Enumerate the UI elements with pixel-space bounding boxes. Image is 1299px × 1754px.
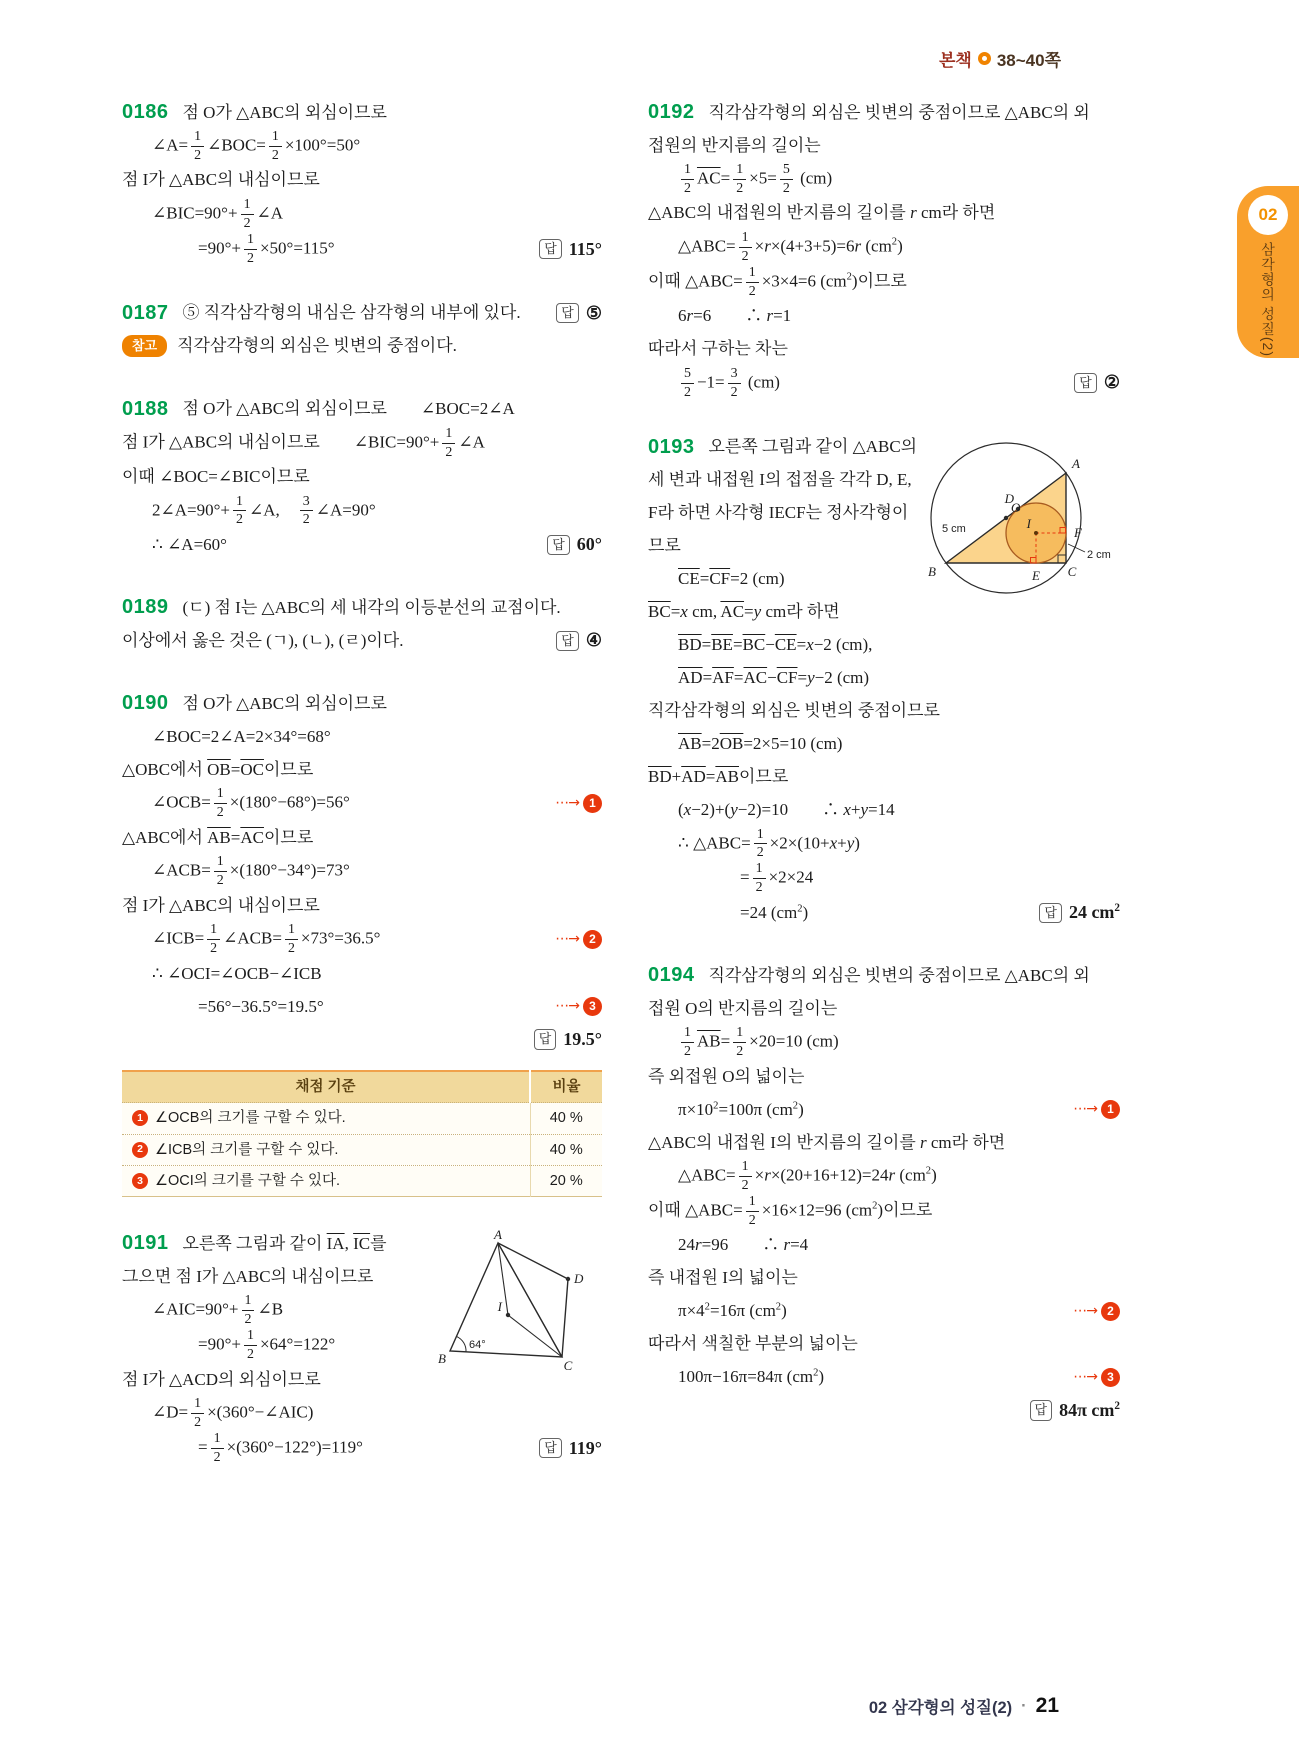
solution-line [122,297,602,330]
vertex-label-A: A [1072,455,1080,471]
solution-text: $\overline{BD}+\overline{AD}=\overline{AB}$이므로 [648,767,789,787]
point-label-I: I [497,1299,502,1315]
solution-text: △ABC의 내접원 I의 반지름의 길이를 r cm라 하면 [648,1132,1006,1152]
footer-page-number: 21 [1035,1694,1059,1717]
grading-ratio: 40 % [530,1103,602,1134]
solution-line [122,624,602,657]
point-I-dot [1034,531,1038,535]
solution-text: 100π−16π=84π $(cm^2)$ [678,1367,825,1387]
problem-0191 [122,1227,602,1466]
solution-line [648,695,1120,728]
solution-text: 이상에서 옳은 것은 (ㄱ), (ㄴ), (ㄹ)이다. [122,630,404,650]
solution-text: (x−2)+(y−2)=10 ∴ x+y=14 [678,800,895,820]
problem-number: 0192 [648,101,695,123]
solution-line [648,1295,1120,1328]
solution-text: 점 I가 △ABC의 내심이므로 [122,895,320,915]
answer-value: 19.5° [563,1028,602,1049]
solution-text: 그으면 점 I가 △ABC의 내심이므로 [122,1266,374,1286]
vertex-label-C: C [563,1358,573,1374]
solution-line [122,990,602,1023]
solution-line [648,333,1120,366]
reference-badge: 참고 [122,335,167,357]
solution-line [648,1394,1120,1427]
step-number-icon: 2 [132,1142,148,1158]
solution-line [122,922,602,957]
figure-problem-0191 [434,1229,602,1379]
solution-line [648,1328,1120,1361]
solution-line [648,300,1120,333]
answer-box-icon: 답 [547,535,570,555]
solution-line [648,1126,1120,1159]
dashed-arrow-icon: ⋯→ [1073,1302,1097,1319]
point-label-I: I [1026,515,1031,531]
book-dot-icon [978,52,991,65]
answer-value: ⑤ [585,302,602,323]
solution-text: 점 I가 △ABC의 내심이므로 ∠BIC=90°+ $\frac{1}{2}$ ∠A [122,425,485,460]
solution-line [122,232,602,267]
solution-text: = $\frac{1}{2}$ ×(360°−122°)=119° [198,1430,363,1465]
chapter-title-vertical: 삼각형의 성질(2) [1260,242,1276,357]
book-label: 본책 [938,51,972,70]
solution-line [648,1194,1120,1229]
solution-text: △ABC= $\frac{1}{2}$ ×r×(4+3+5)=6r $(cm^2)$ [678,229,903,264]
answer-value: 84π $cm^2$ [1059,1399,1120,1420]
solution-text: △ABC의 내접원의 반지름의 길이를 r cm라 하면 [648,203,996,223]
problem-0190 [122,687,602,1197]
problem-number: 0191 [122,1232,169,1255]
solution-line [648,366,1120,401]
point-O-dot [1004,515,1008,519]
solution-text: 이때 ∠BOC=∠BIC이므로 [122,467,310,487]
answer-box-icon: 답 [539,1438,562,1458]
solution-text: 직각삼각형의 외심은 빗변의 중점이므로 [648,701,940,721]
problem-number: 0190 [122,692,169,715]
solution-text: $\frac{5}{2}$ −1= $\frac{3}{2}$ (cm) [678,367,780,400]
problem-0189 [122,591,602,657]
footer-chapter-title: 02 삼각형의 성질(2) [868,1699,1013,1717]
solution-line [648,96,1120,129]
answer-value: 115° [568,238,602,259]
solution-line [648,992,1120,1025]
answer-box-icon: 답 [556,631,579,651]
solution-line [122,461,602,494]
solution-line [648,794,1120,827]
figure-slot [434,1229,602,1379]
solution-text: ∠A= $\frac{1}{2}$ ∠BOC= $\frac{1}{2}$ ×100°=50° [152,129,361,163]
grading-row [122,1103,602,1134]
solution-line [648,230,1120,265]
solution-line [122,821,602,854]
solution-line [122,1396,602,1431]
problem-number: 0189 [122,596,169,619]
solution-line [122,164,602,197]
solution-line [648,1229,1120,1262]
solution-text: 점 I가 △ACD의 외심이므로 [122,1369,321,1389]
step-number-icon: 1 [583,794,602,813]
solution-line [122,393,602,426]
page-header [939,46,1061,71]
right-column [648,96,1120,1457]
solution-line [122,720,602,753]
solution-line [648,162,1120,197]
answer-value: 119° [568,1437,602,1458]
grading-row [122,1165,602,1196]
solution-text: 즉 외접원 O의 넓이는 [648,1066,805,1086]
solution-line [648,1060,1120,1093]
answer [1062,370,1120,395]
solution-text: 24r=96 ∴ r=4 [678,1235,809,1255]
solution-text: 접원의 반지름의 길이는 [648,135,821,155]
grading-criterion: 2 ∠ICB의 크기를 구할 수 있다. [122,1135,530,1165]
answer [544,301,602,326]
solution-text: $\overline{AD}=\overline{AF}=\overline{AC}-\overline{CF}=y-2$ (cm) [678,668,870,688]
solution-text: 직각삼각형의 외심은 빗변의 중점이다. [177,336,457,356]
problem-0192 [648,96,1120,401]
solution-text: △ABC에서 $\overline{AB}=\overline{AC}$이므로 [122,827,314,847]
answer-box-icon: 답 [1030,1400,1053,1420]
solution-line [648,662,1120,695]
solution-line [648,265,1120,300]
solution-text: 므로 [648,536,681,556]
grading-ratio: 20 % [530,1165,602,1196]
point-I-dot [506,1313,510,1317]
answer [535,532,602,557]
problem-number: 0187 [122,301,169,324]
answer-value: 24 $cm^2$ [1068,902,1120,923]
step-number-icon: 3 [583,997,602,1016]
grading-ratio: 40 % [530,1134,602,1165]
step-marker [1063,1302,1120,1322]
page-footer [869,1694,1059,1718]
solution-line [122,889,602,922]
figure-problem-0193 [918,433,1120,601]
solution-text: (ㄷ) 점 I는 △ABC의 세 내각의 이등분선의 교점이다. [182,597,561,617]
solution-line [122,591,602,624]
solution-text: ∴ △ABC= $\frac{1}{2}$ ×2×(10+x+y) [678,826,860,861]
vertex-label-A: A [494,1229,502,1243]
solution-text: ∠ACB= $\frac{1}{2}$ ×(180°−34°)=73° [152,854,350,889]
answer-value: ② [1103,372,1120,393]
solution-line [648,129,1120,162]
solution-line [122,426,602,461]
solution-line [648,629,1120,662]
solution-text: 직각삼각형의 외심은 빗변의 중점이므로 △ABC의 외 [708,102,1090,122]
solution-text: ∠AIC=90°+ $\frac{1}{2}$ ∠B [152,1293,284,1328]
solution-text: 이때 △ABC= $\frac{1}{2}$ ×3×4=6 $(cm^2)$이므로 [648,264,907,299]
solution-line [122,96,602,129]
solution-text: F라 하면 사각형 IECF는 정사각형이 [648,503,909,523]
problem-number: 0188 [122,397,169,420]
solution-text: △ABC= $\frac{1}{2}$ ×r×(20+16+12)=24r $(cm^2)$ [678,1159,937,1194]
solution-line [648,1361,1120,1394]
vertex-label-B: B [928,563,936,579]
answer-value: ④ [585,630,602,651]
solution-line [648,1093,1120,1126]
solution-text: 접원 O의 반지름의 길이는 [648,998,838,1018]
dashed-arrow-icon: ⋯→ [1073,1368,1097,1385]
solution-line [122,786,602,821]
solution-text: ∠ICB= $\frac{1}{2}$ ∠ACB= $\frac{1}{2}$ ×73°=36.5° [152,922,381,957]
step-number-icon: 3 [132,1173,148,1189]
solution-text: 따라서 색칠한 부분의 넓이는 [648,1334,858,1354]
solution-text: ∠OCB= $\frac{1}{2}$ ×(180°−68°)=56° [152,786,350,821]
length-label-2cm: 2 cm [1087,548,1111,561]
grading-criteria-table [122,1070,602,1197]
point-label-D: D [1004,490,1014,506]
problem-number: 0193 [648,435,695,458]
solution-text: =24 $(cm^2)$ [740,902,809,922]
solution-text: $\overline{BC}=x$ cm, $\overline{AC}=y$ cm라 하면 [648,602,840,622]
solution-text: 점 O가 △ABC의 외심이므로 ∠BOC=2∠A [182,399,515,419]
step-number-icon: 2 [583,930,602,949]
dashed-arrow-icon: ⋯→ [1073,1100,1097,1117]
solution-line [122,1023,602,1056]
step-marker [1063,1368,1120,1388]
solution-text: 점 O가 △ABC의 외심이므로 [182,693,387,713]
solution-text: = $\frac{1}{2}$ ×2×24 [740,861,814,896]
answer-value: 60° [576,534,602,555]
solution-text: =90°+ $\frac{1}{2}$ ×64°=122° [198,1328,336,1362]
solution-text: △OBC에서 $\overline{OB}=\overline{OC}$이므로 [122,759,314,779]
problem-number: 0186 [122,101,169,123]
solution-text: $\overline{AB}=2\overline{OB}=2\times 5=10$ (cm) [678,734,843,754]
solution-line [122,197,602,232]
step-number-icon: 3 [1101,1368,1120,1387]
problem-0194 [648,959,1120,1427]
answer [544,628,602,653]
solution-text: $\frac{1}{2}$ $\overline{AC}=$ $\frac{1}{2}$ ×5= $\frac{5}{2}$ (cm) [678,163,832,196]
grading-header-ratio: 비율 [530,1071,602,1103]
point-label-O: O [1011,499,1021,515]
answer [1018,1398,1121,1423]
vertex-label-D: D [574,1271,584,1287]
solution-text: 오른쪽 그림과 같이 △ABC의 [708,437,918,457]
solution-line [122,854,602,889]
solution-text: ∠D= $\frac{1}{2}$ ×(360°−∠AIC) [152,1395,314,1430]
solution-line [648,1159,1120,1194]
solution-line [648,896,1120,929]
grading-criterion: 1 ∠OCB의 크기를 구할 수 있다. [122,1103,530,1133]
point-D-dot [566,1277,570,1281]
footer-separator: · [1021,1696,1027,1715]
dashed-arrow-icon: ⋯→ [555,795,579,812]
chapter-side-tab [1237,186,1299,358]
solution-text: $\frac{1}{2}$ $\overline{AB}=$ $\frac{1}{2}$ ×20=10 (cm) [678,1026,839,1059]
step-marker [545,997,602,1017]
chapter-number-badge: 02 [1248,195,1288,235]
figure-slot [918,433,1120,601]
solution-text: ∠BOC=2∠A=2×34°=68° [152,726,331,746]
point-label-E: E [1032,567,1040,583]
answer-box-icon: 답 [534,1029,557,1049]
solution-line [122,494,602,529]
step-marker [545,930,602,950]
solution-text: 직각삼각형의 외심은 빗변의 중점이므로 △ABC의 외 [708,965,1090,985]
angle-label-64: 64° [469,1339,486,1352]
vertex-label-B: B [438,1351,446,1367]
step-number-icon: 1 [132,1110,148,1126]
solution-text: $\pi\times 10^2=100\pi$ $(cm^2)$ [678,1099,804,1119]
solution-text: 즉 내접원 I의 넓이는 [648,1268,798,1288]
answer-box-icon: 답 [539,239,562,259]
solution-text: $\overline{BD}=\overline{BE}=\overline{BC}-\overline{CE}=x-2$ (cm), [678,635,873,655]
solution-line [122,528,602,561]
grading-row [122,1134,602,1165]
solution-text: 점 O가 △ABC의 외심이므로 [182,102,387,122]
dashed-arrow-icon: ⋯→ [555,997,579,1014]
solution-line [648,197,1120,230]
problem-0188 [122,393,602,562]
grading-criterion: 3 ∠OCI의 크기를 구할 수 있다. [122,1166,530,1196]
solution-text: 2∠A=90°+ $\frac{1}{2}$ ∠A, $\frac{3}{2}$ ∠A=90° [152,493,376,528]
answer [522,1027,602,1052]
solution-line [648,728,1120,761]
answer-box-icon: 답 [1039,903,1062,923]
solution-line [122,1431,602,1466]
step-number-icon: 2 [1101,1302,1120,1321]
answer [1027,900,1120,925]
answer [527,1436,602,1461]
step-marker [1063,1100,1120,1120]
solution-line [122,687,602,720]
solution-text: 6r=6 ∴ r=1 [678,306,792,326]
solution-text: ∴ ∠OCI=∠OCB−∠ICB [152,963,322,983]
problem-number: 0194 [648,964,695,987]
solution-line [122,330,602,363]
solution-line [648,959,1120,992]
point-label-F: F [1074,524,1082,540]
problem-0186 [122,96,602,267]
solution-line [122,957,602,990]
solution-text: $\pi\times 4^2=16\pi$ $(cm^2)$ [678,1301,787,1321]
solution-text: 세 변과 내접원 I의 접점을 각각 D, E, [648,470,912,490]
solution-text: ∴ ∠A=60° [152,534,227,554]
solution-text: 이때 △ABC= $\frac{1}{2}$ ×16×12=96 $(cm^2)$이므로 [648,1194,933,1228]
vertex-label-C: C [1067,563,1077,579]
solution-line [648,861,1120,896]
left-column [122,96,602,1496]
solution-line [648,1262,1120,1295]
solution-line [122,753,602,786]
answer [527,237,602,262]
step-marker [545,794,602,814]
answer-box-icon: 답 [556,303,579,323]
solution-text: 오른쪽 그림과 같이 $\overline{IA}$, $\overline{IC}$를 [182,1233,387,1253]
grading-header-criteria: 채점 기준 [122,1071,530,1103]
step-number-icon: 1 [1101,1100,1120,1119]
solution-line [648,827,1120,862]
length-label-5cm: 5 cm [942,522,966,535]
solution-text: =90°+ $\frac{1}{2}$ ×50°=115° [198,231,335,266]
solution-line [648,1025,1120,1060]
page-range: 38~40쪽 [996,51,1061,70]
solution-text: 따라서 구하는 차는 [648,339,788,359]
dashed-arrow-icon: ⋯→ [555,930,579,947]
solution-text: $\overline{CE}=\overline{CF}=2$ (cm) [678,569,785,589]
solution-text: =56°−36.5°=19.5° [198,996,324,1016]
answer-box-icon: 답 [1074,373,1097,393]
problem-0193 [648,431,1120,930]
solution-text: ∠BIC=90°+ $\frac{1}{2}$ ∠A [152,196,284,231]
solution-line [648,761,1120,794]
problem-0187 [122,297,602,363]
solution-text: 점 I가 △ABC의 내심이므로 [122,170,320,190]
solution-text: ⑤ 직각삼각형의 내심은 삼각형의 내부에 있다. [182,303,521,323]
solution-line [122,129,602,164]
